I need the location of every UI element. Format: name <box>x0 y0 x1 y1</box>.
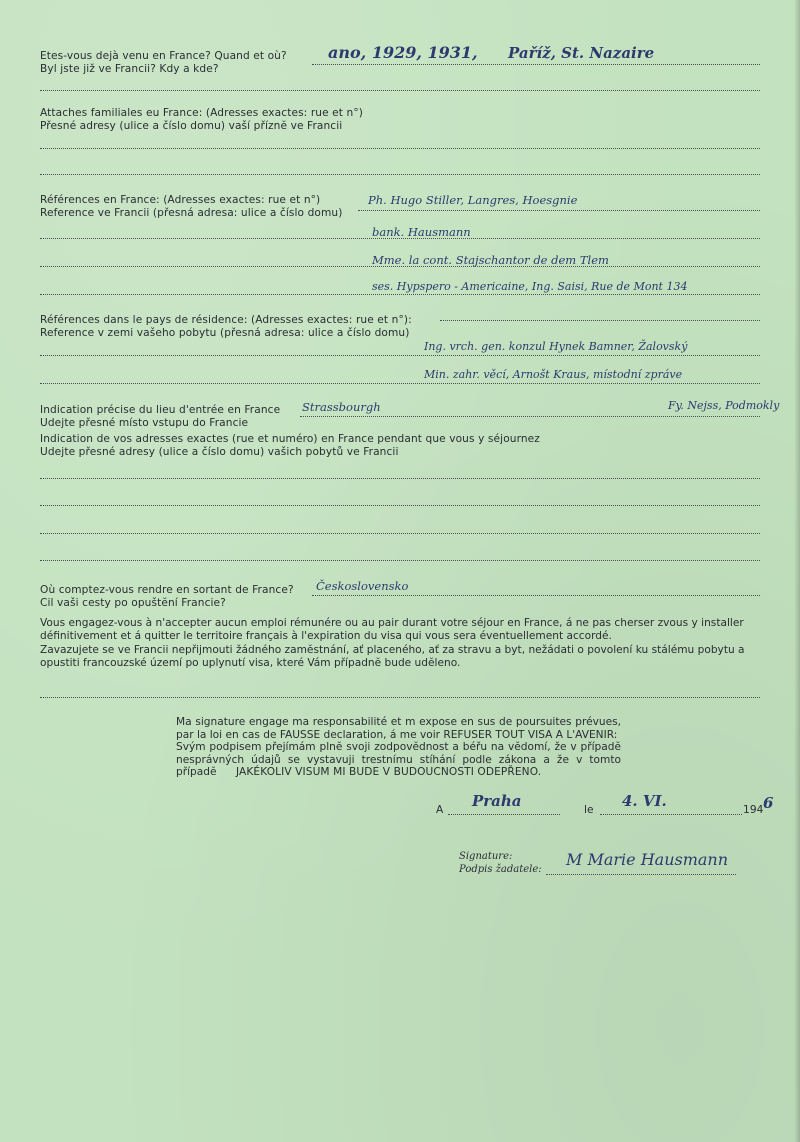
answer-line <box>40 174 760 175</box>
answer-visited-places: Paříž, St. Nazaire <box>508 44 655 62</box>
answer-line <box>40 533 760 534</box>
question-family-fr: Attaches familiales eu France: (Adresses exactes: rue et n°) <box>40 107 363 119</box>
date-label: le <box>584 804 594 816</box>
answer-line <box>440 320 760 321</box>
signature-line <box>546 874 736 875</box>
answer-reference-fr-4: ses. Hypspero - Americaine, Ing. Saisi, Rue de Mont 134 <box>372 280 688 293</box>
question-destination-fr: Où comptez-vous rendre en sortant de France? <box>40 584 294 596</box>
answer-line <box>312 64 760 65</box>
date-line <box>600 814 742 815</box>
signature-warning-cz: Svým podpisem přejímám plnĕ svoji zodpovĕdnost a béřu na vĕdomí, že v případĕ nesprávných údajů se vystavuji trestnímu stíhání podle zákona a že v tomto případĕ <box>176 741 621 779</box>
question-entry-cz: Udejte přesné místo vstupu do Francie <box>40 417 249 429</box>
year-suffix: 6 <box>763 794 774 812</box>
answer-line <box>300 416 760 417</box>
signature-warning-fr: Ma signature engage ma responsabilité et m expose en sus de poursuites prévues, par la loi en cas de FAUSSE declaration, á me voir REFUSER TOUT VISA A L'AVENIR: <box>176 716 621 741</box>
signature-value: M Marie Hausmann <box>566 850 729 869</box>
place-value: Praha <box>472 792 522 810</box>
question-addresses-cz: Udejte přesné adresy (ulice a číslo domu) vašich pobytů ve Francii <box>40 446 399 458</box>
place-label: A <box>436 804 444 816</box>
year-prefix: 194 <box>743 804 764 816</box>
question-addresses-fr: Indication de vos adresses exactes (rue et numéro) en France pendant que vous y séjournez <box>40 433 540 445</box>
answer-line <box>40 383 760 384</box>
answer-line <box>40 505 760 506</box>
question-references-home-cz: Reference v zemi vašeho pobytu (přesná adresa: ulice a číslo domu) <box>40 327 410 339</box>
answer-line <box>40 560 760 561</box>
question-visited-cz: Byl jste již ve Francii? Kdy a kde? <box>40 63 219 75</box>
answer-reference-fr-1: Ph. Hugo Stiller, Langres, Hoesgnie <box>368 193 578 207</box>
question-references-home-fr: Références dans le pays de résidence: (Adresses exactes: rue et n°): <box>40 314 412 326</box>
answer-reference-fr-3: Mme. la cont. Stajschantor de dem Tlem <box>372 253 609 267</box>
signature-warning-cz-last: JAKÉKOLIV VISUM MI BUDE V BUDOUCNOSTI ODEPŘENO. <box>236 766 542 778</box>
question-references-fr: Références en France: (Adresses exactes: rue et n°) <box>40 194 321 206</box>
answer-line <box>40 90 760 91</box>
answer-reference-home-1: Ing. vrch. gen. konzul Hynek Bamner, Žalovský <box>424 340 688 353</box>
answer-line <box>40 697 760 698</box>
undertaking-cz: Zavazujete se ve Francii nepřijmouti žádného zamĕstnání, ať placeného, ať za stravu a byt, nežádati o povolení ku stálému pobytu a opustiti francouzské území po uplynutí visa, které Vám případnĕ bude udĕleno. <box>40 644 745 669</box>
answer-line <box>312 595 760 596</box>
answer-destination: Československo <box>316 579 409 593</box>
question-entry-fr: Indication précise du lieu d'entrée en France <box>40 404 281 416</box>
signature-label-fr: Signature: <box>459 851 513 862</box>
signature-label-cz: Podpis žadatele: <box>459 864 542 875</box>
question-visited-fr: Etes-vous dejà venu en France? Quand et où? <box>40 50 287 62</box>
answer-reference-fr-2: bank. Hausmann <box>372 225 471 239</box>
question-destination-cz: Cil vaši cesty po opuštĕní Francie? <box>40 597 226 609</box>
answer-entry-right: Fy. Nejss, Podmokly <box>668 399 780 412</box>
answer-line <box>40 148 760 149</box>
question-family-cz: Přesné adresy (ulice a číslo domu) vaší příznĕ ve Francii <box>40 120 343 132</box>
undertaking-fr: Vous engagez-vous à n'accepter aucun emploi rémunére ou au pair durant votre séjour en France, á ne pas cherser zvous y installer définitivement et á quitter le territoire français à l'expiration du visa qui vous sera éventuellement accordé. <box>40 617 744 642</box>
date-value: 4. VI. <box>622 792 667 810</box>
answer-reference-home-2: Min. zahr. věcí, Arnošt Kraus, místodní zpráve <box>424 368 683 381</box>
answer-line <box>40 478 760 479</box>
answer-line <box>40 355 760 356</box>
answer-entry: Strassbourgh <box>302 400 381 414</box>
answer-visited-years: ano, 1929, 1931, <box>328 43 478 62</box>
answer-line <box>358 210 760 211</box>
place-line <box>448 814 560 815</box>
page-edge-shadow <box>794 0 800 1142</box>
question-references-cz: Reference ve Francii (přesná adresa: ulice a číslo domu) <box>40 207 343 219</box>
